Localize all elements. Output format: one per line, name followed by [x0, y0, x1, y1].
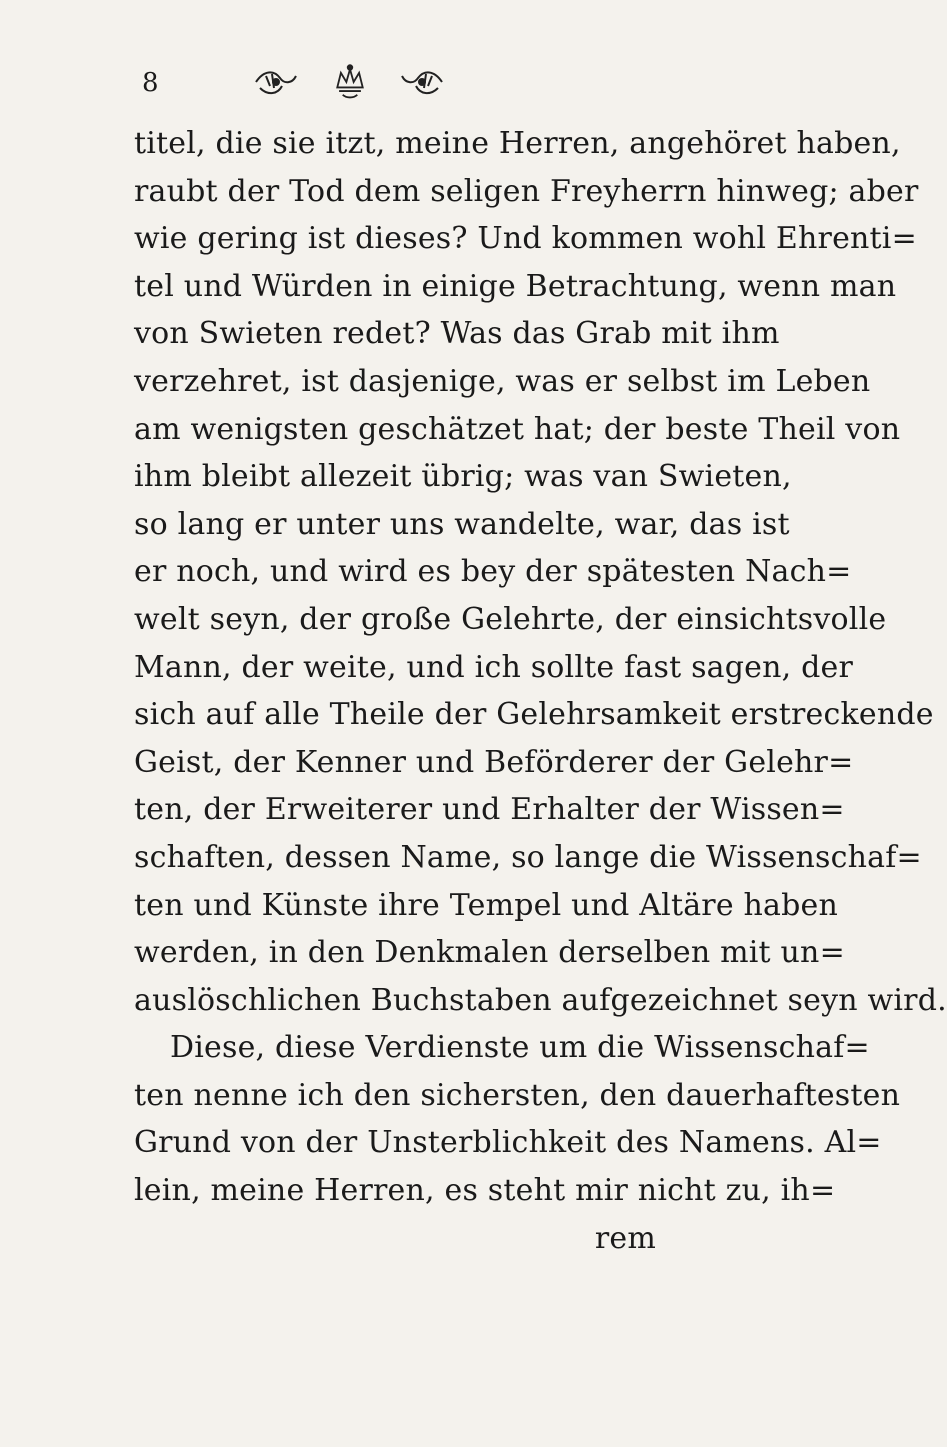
text-line: ihm bleibt allezeit übrig; was van Swieten,	[134, 459, 792, 495]
text-line: am wenigsten geschätzet hat; der beste Theil von	[134, 411, 901, 447]
text-line: Geist, der Kenner und Beförderer der Gelehr=	[134, 744, 854, 780]
text-line: so lang er unter uns wandelte, war, das ist	[134, 506, 790, 542]
text-line: sich auf alle Theile der Gelehrsamkeit erstreckende	[134, 697, 934, 733]
text-line: er noch, und wird es bey der spätesten Nach=	[134, 554, 852, 590]
text-line: ten, der Erweiterer und Erhalter der Wissen=	[134, 792, 845, 828]
text-line: welt seyn, der große Gelehrte, der einsichtsvolle	[134, 601, 887, 637]
text-line: Mann, der weite, und ich sollte fast sagen, der	[134, 649, 853, 685]
text-line: titel, die sie itzt, meine Herren, angehöret haben,	[134, 126, 901, 161]
crown-ornament-icon	[328, 62, 372, 102]
text-line: ten nenne ich den sichersten, den dauerhaftesten	[134, 1077, 901, 1113]
text-line: wie gering ist dieses? Und kommen wohl Ehrenti=	[134, 221, 917, 257]
body-text	[134, 120, 947, 1262]
text-line: tel und Würden in einige Betrachtung, wenn man	[134, 268, 897, 304]
text-line: Diese, diese Verdienste um die Wissenschaf=	[170, 1030, 870, 1066]
text-line: lein, meine Herren, es steht mir nicht zu, ih=	[134, 1173, 836, 1209]
page-header	[100, 62, 700, 110]
text-line: schaften, dessen Name, so lange die Wissenschaf=	[134, 839, 922, 875]
text-line: raubt der Tod dem seligen Freyherrn hinweg; aber	[134, 173, 919, 209]
leaf-ornament-icon	[398, 62, 446, 102]
catchword: rem	[594, 1220, 656, 1256]
text-line: auslöschlichen Buchstaben aufgezeichnet seyn wird.	[134, 982, 947, 1018]
text-line: ten und Künste ihre Tempel und Altäre haben	[134, 887, 839, 923]
page-number: 8	[142, 68, 159, 98]
text-line: werden, in den Denkmalen derselben mit un=	[134, 935, 845, 971]
text-line: von Swieten redet? Was das Grab mit ihm	[134, 316, 780, 352]
leaf-ornament-icon	[252, 62, 300, 102]
text-line: Grund von der Unsterblichkeit des Namens. Al=	[134, 1125, 882, 1161]
text-line: verzehret, ist dasjenige, was er selbst im Leben	[134, 363, 871, 399]
